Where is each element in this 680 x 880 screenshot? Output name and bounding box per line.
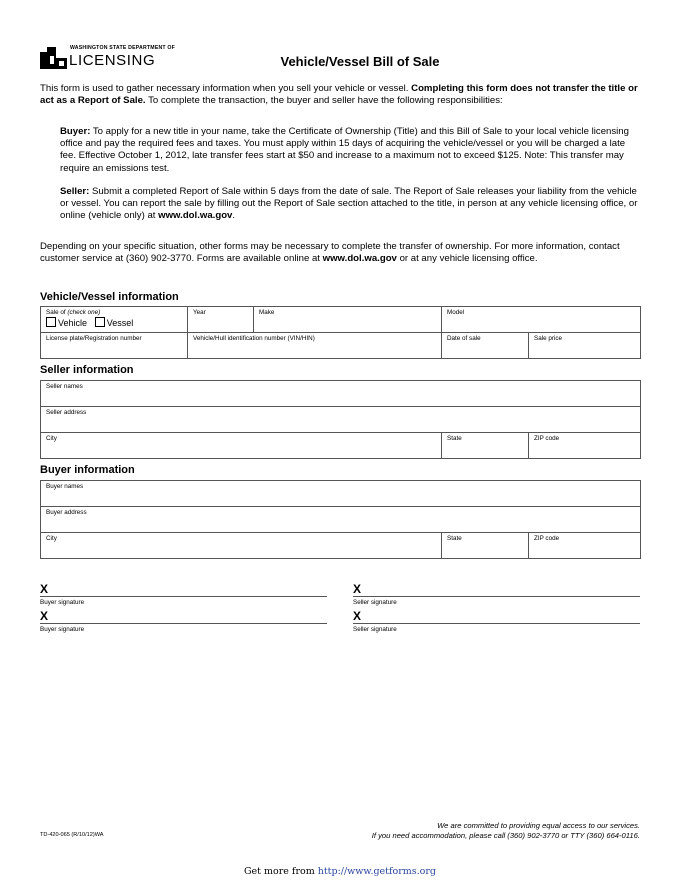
- seller-section-heading: Seller information: [40, 364, 134, 376]
- signature-x-mark: X: [40, 582, 49, 596]
- intro-paragraph: This form is used to gather necessary information when you sell your vehicle or vessel. Completing this form does not transfer the title or act as a Report of Sale. To complete the transaction, the buyer and seller have the following responsibilities:: [40, 83, 638, 107]
- buyer-signature-1[interactable]: [40, 582, 327, 606]
- buyer-signature-label: Buyer signature: [40, 626, 85, 633]
- year-field[interactable]: Year: [188, 307, 254, 333]
- buyer-paragraph: Buyer: To apply for a new title in your name, take the Certificate of Ownership (Title) and this Bill of Sale to your local vehicle licensing office and pay the required fees and taxes. You must apply within 15 days of acquiring the vehicle/vessel or you will be charged a late fee. Effective October 1, 2012, late transfer fees start at $50 and increase to a maximum not to exceed $125. Note: This transfer may require an emissions test.: [60, 126, 629, 174]
- form-id: TD-420-065 (R/10/12)WA: [40, 832, 104, 838]
- make-field[interactable]: Make: [254, 307, 442, 333]
- accessibility-note: We are committed to providing equal access to our services. If you need accommodation, please call (360) 902-3770 or TTY (360) 664-0116.: [371, 821, 640, 840]
- vessel-checkbox[interactable]: [95, 317, 105, 327]
- page-title: Vehicle/Vessel Bill of Sale: [280, 54, 440, 69]
- getmore-footer: Get more from http://www.getforms.org: [243, 866, 437, 877]
- signature-x-mark: X: [353, 609, 362, 623]
- buyer-signature-2[interactable]: [40, 609, 327, 633]
- vehicle-checkbox[interactable]: [46, 317, 56, 327]
- seller-signature-2[interactable]: [353, 609, 640, 633]
- vehicle-info-table: [40, 306, 641, 359]
- buyer-signature-label: Buyer signature: [40, 599, 85, 606]
- sale-of-cell: Sale of (check one) Vehicle Vessel: [41, 307, 188, 333]
- seller-info-table: [40, 380, 641, 459]
- agency-name: LICENSING: [69, 52, 156, 69]
- vehicle-section-heading: Vehicle/Vessel information: [40, 291, 179, 303]
- buyer-address-field[interactable]: Buyer address: [41, 507, 641, 533]
- signature-line: [353, 596, 640, 597]
- signature-x-mark: X: [353, 582, 362, 596]
- model-field[interactable]: Model: [442, 307, 641, 333]
- signature-line: [40, 596, 327, 597]
- buyer-section-heading: Buyer information: [40, 464, 135, 476]
- date-of-sale-field[interactable]: Date of sale: [442, 333, 529, 359]
- sale-price-field[interactable]: Sale price: [529, 333, 641, 359]
- vin-field[interactable]: Vehicle/Hull identification number (VIN/HIN): [188, 333, 442, 359]
- signature-line: [353, 623, 640, 624]
- depending-paragraph: Depending on your specific situation, other forms may be necessary to complete the transfer of ownership. For more information, contact customer service at (360) 902-3770. Forms are available online at www.dol.wa.gov or at any vehicle licensing office.: [40, 241, 620, 265]
- seller-address-field[interactable]: Seller address: [41, 407, 641, 433]
- dol-website-link[interactable]: www.dol.wa.gov: [158, 210, 233, 222]
- buyer-zip-field[interactable]: ZIP code: [529, 533, 641, 559]
- buyer-city-field[interactable]: City: [41, 533, 442, 559]
- signature-line: [40, 623, 327, 624]
- vehicle-checkbox-label: Vehicle: [58, 318, 88, 328]
- buyer-names-field[interactable]: Buyer names: [41, 481, 641, 507]
- dol-website-link[interactable]: www.dol.wa.gov: [322, 253, 397, 265]
- signature-x-mark: X: [40, 609, 49, 623]
- seller-state-field[interactable]: State: [442, 433, 529, 459]
- seller-paragraph: Seller: Submit a completed Report of Sale within 5 days from the date of sale. The Report of Sale releases your liability from the vehicle or vessel. You can report the sale by filling out the Report of Sale section attached to the title, in person at any vehicle licensing office, or online (vehicle only) at www.dol.wa.gov.: [60, 186, 638, 222]
- buyer-info-table: [40, 480, 641, 559]
- agency-small-text: WASHINGTON STATE DEPARTMENT OF: [70, 45, 176, 51]
- seller-names-field[interactable]: Seller names: [41, 381, 641, 407]
- getforms-link[interactable]: http://www.getforms.org: [317, 866, 437, 877]
- seller-signature-label: Seller signature: [353, 599, 397, 606]
- vessel-checkbox-label: Vessel: [106, 318, 134, 328]
- plate-field[interactable]: License plate/Registration number: [41, 333, 188, 359]
- seller-city-field[interactable]: City: [41, 433, 442, 459]
- seller-signature-1[interactable]: [353, 582, 640, 606]
- seller-signature-label: Seller signature: [353, 626, 397, 633]
- seller-zip-field[interactable]: ZIP code: [529, 433, 641, 459]
- buyer-state-field[interactable]: State: [442, 533, 529, 559]
